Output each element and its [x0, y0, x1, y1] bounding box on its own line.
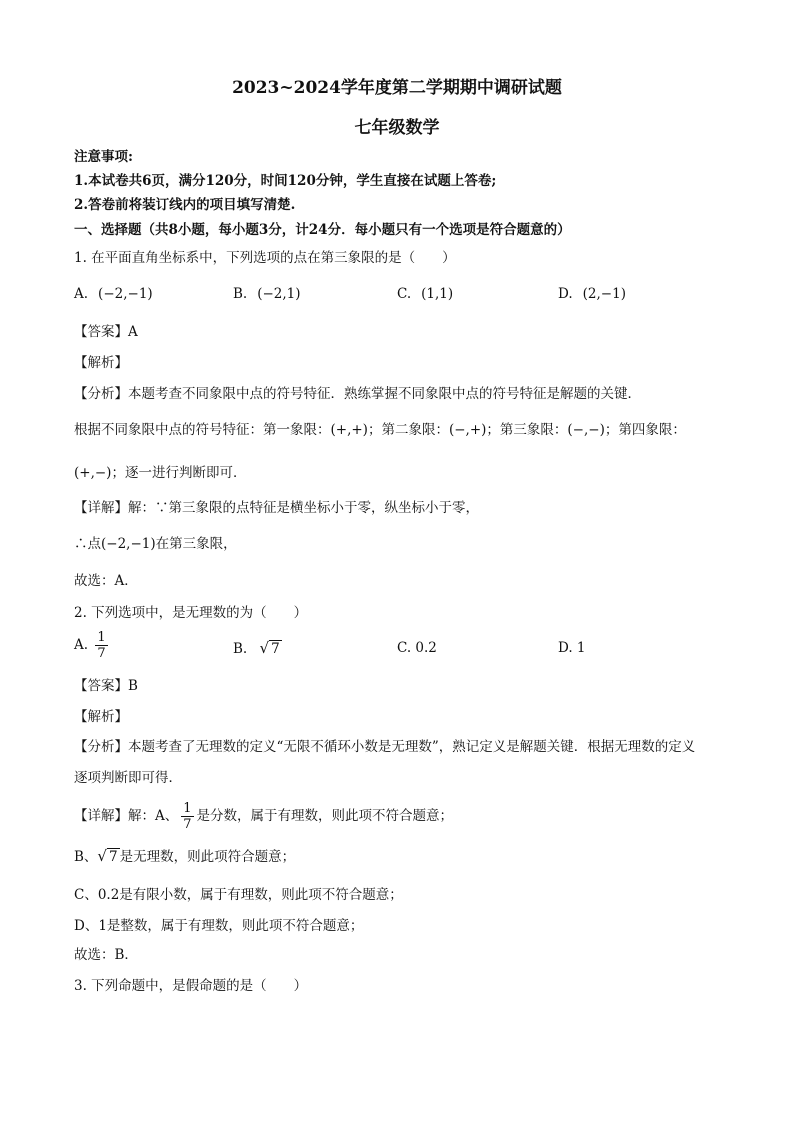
- q2-fenxi-2: 逐项判断即可得．: [74, 770, 182, 786]
- q1-option-d-letter: D.: [558, 286, 573, 302]
- q1-detail-2: ∴点(−2,−1)在第三象限，: [74, 536, 237, 552]
- q2-detail-c: C、0.2是有限小数，属于有理数，则此项不符合题意；: [74, 887, 403, 903]
- q2-option-b-sqrt: [260, 639, 282, 657]
- q1-option-b-value: (−2,1): [257, 286, 301, 302]
- q2-line-b-prefix: B、: [74, 849, 98, 865]
- fraction-numerator: 1: [183, 801, 192, 816]
- q1-conclusion: 故选：A．: [74, 573, 138, 589]
- q2-option-b-letter: B.: [233, 641, 248, 657]
- q1-fenxi: 【分析】本题考查不同象限中点的符号特征．熟练掌握不同象限中点的符号特征是解题的关键．: [74, 386, 641, 402]
- exam-subtitle: 七年级数学: [354, 118, 440, 138]
- q1-option-b-letter: B.: [233, 286, 248, 302]
- q2-line-b-suffix: 是无理数，则此项符合题意；: [119, 849, 296, 865]
- q2-option-b: [233, 639, 282, 657]
- notice-item-2: 2.答卷前将装订线内的项目填写清楚.: [74, 197, 296, 213]
- fraction-denominator: 7: [97, 646, 106, 661]
- section-1-heading: 一、选择题（共8小题，每小题3分，计24分．每小题只有一个选项是符合题意的）: [74, 222, 571, 238]
- q1-stem: 1. 在平面直角坐标系中，下列选项的点在第三象限的是（ ）: [74, 250, 456, 266]
- q2-detail-d: D、1是整数，属于有理数，则此项不符合题意；: [74, 918, 364, 934]
- q2-analysis-label: 【解析】: [74, 709, 128, 725]
- q1-rule-line-2: (+,−)；逐一进行判断即可．: [74, 465, 247, 481]
- notice-item-1: 1.本试卷共6页，满分120分，时间120分钟，学生直接在试题上答卷;: [74, 173, 497, 189]
- q2-detail-suffix: 是分数，属于有理数，则此项不符合题意；: [196, 808, 454, 824]
- sqrt-radicand: 7: [271, 641, 280, 657]
- q2-detail-prefix: 【详解】解：A、: [74, 808, 179, 824]
- sqrt-radicand: 7: [108, 849, 118, 865]
- q2-option-a-fraction: [95, 630, 107, 661]
- q1-answer: 【答案】A: [74, 324, 138, 340]
- notice-heading: 注意事项:: [74, 149, 133, 165]
- q1-analysis-label: 【解析】: [74, 355, 128, 371]
- q2-conclusion: 故选：B．: [74, 947, 138, 963]
- q2-option-d: D. 1: [558, 640, 586, 656]
- sqrt-symbol-icon: √: [97, 847, 107, 865]
- q2-detail-fraction: [181, 801, 193, 832]
- fraction-numerator: 1: [97, 630, 106, 645]
- q1-option-a-value: (−2,−1): [98, 286, 153, 302]
- q1-option-a: [74, 286, 153, 302]
- q1-detail-1: 【详解】解：∵第三象限的点特征是横坐标小于零，纵坐标小于零，: [74, 500, 479, 516]
- exam-title: 2023~2024学年度第二学期期中调研试题: [232, 78, 562, 98]
- q1-option-d-value: (2,−1): [582, 286, 626, 302]
- q1-option-c: [397, 286, 453, 302]
- q3-stem: 3. 下列命题中，是假命题的是（ ）: [74, 978, 308, 994]
- fraction-denominator: 7: [183, 817, 192, 832]
- q1-option-a-letter: A.: [74, 286, 89, 302]
- q1-option-c-value: (1,1): [421, 286, 454, 302]
- q2-option-c: C. 0.2: [397, 640, 437, 656]
- q2-option-a-letter: A.: [74, 637, 89, 653]
- q1-rule-line-1: 根据不同象限中点的符号特征：第一象限：(+,+)；第二象限：(−,+)；第三象限：(−,−)；第四象限：: [74, 422, 686, 438]
- q2-fenxi-1: 【分析】本题考查了无理数的定义“无限不循环小数是无理数”，熟记定义是解题关键．根据无理数的定义: [74, 739, 696, 755]
- q2-option-a: [74, 630, 111, 661]
- sqrt-symbol-icon: √: [259, 639, 270, 657]
- q2-detail-b: [74, 847, 295, 866]
- q2-stem: 2. 下列选项中，是无理数的为（ ）: [74, 605, 308, 621]
- q1-option-b: [233, 286, 301, 302]
- q2-detail-a: [74, 799, 453, 833]
- q1-option-c-letter: C.: [397, 286, 412, 302]
- q2-line-b-sqrt: [97, 847, 119, 866]
- q2-answer: 【答案】B: [74, 678, 138, 694]
- q1-option-d: [558, 286, 626, 302]
